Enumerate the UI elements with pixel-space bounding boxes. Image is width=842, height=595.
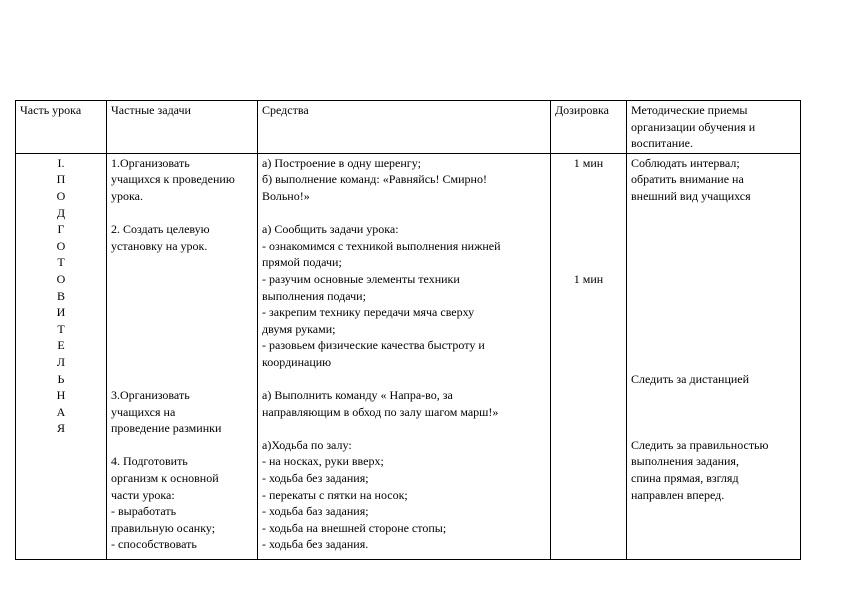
part-letter: Н [56, 388, 66, 403]
task-line: части урока: [111, 487, 175, 502]
part-letter: Т [57, 255, 65, 270]
part-letter: Я [56, 421, 65, 436]
header-part: Часть урока [16, 101, 107, 154]
means-line: а) Построение в одну шеренгу; [262, 155, 421, 170]
means-line: - разучим основные элементы техники [262, 271, 460, 286]
means-cell [258, 153, 551, 559]
part-letter: О [56, 271, 66, 286]
dosage-cell [551, 153, 627, 559]
means-line: - ходьба баз задания; [262, 504, 369, 519]
means-line: - разовьем физические качества быстроту и [262, 338, 485, 353]
method-line: выполнения задания, [631, 454, 739, 469]
part-letter: И [56, 305, 66, 320]
task-line: 3.Организовать [111, 388, 190, 403]
part-letter: О [56, 238, 66, 253]
preparatory-part-row [16, 153, 801, 559]
means-line: - закрепим технику передачи мяча сверху [262, 305, 475, 320]
means-line: двумя руками; [262, 321, 336, 336]
part-numeral: I. [57, 155, 65, 170]
part-letter: Г [57, 222, 65, 237]
task-line: учащихся на [111, 404, 176, 419]
lesson-plan-table [15, 100, 801, 560]
means-line: б) выполнение команд: «Равняйсь! Смирно! [262, 172, 487, 187]
part-letter: О [56, 188, 66, 203]
task-line: - выработать [111, 504, 177, 519]
part-letter: П [56, 172, 66, 187]
part-letter: В [56, 288, 65, 303]
task-line: проведение разминки [111, 421, 222, 436]
task-line: учащихся к проведению [111, 172, 235, 187]
means-line: выполнения подачи; [262, 288, 366, 303]
means-line: прямой подачи; [262, 255, 342, 270]
part-letter: Т [57, 321, 65, 336]
means-line: а)Ходьба по залу: [262, 437, 352, 452]
task-line: установку на урок. [111, 238, 208, 253]
means-line: координацию [262, 354, 332, 369]
part-letter: А [56, 404, 66, 419]
dosage-value: 1 мин [573, 271, 604, 286]
method-line: обратить внимание на [631, 172, 744, 187]
task-line: - способствовать [111, 537, 197, 552]
header-methods-line: организации обучения и [631, 119, 756, 134]
method-line: спина прямая, взгляд [631, 471, 739, 486]
means-line: - ходьба без задания. [262, 537, 369, 552]
task-line: урока. [111, 188, 143, 203]
method-line: Следить за дистанцией [631, 371, 750, 386]
header-tasks: Частные задачи [107, 101, 258, 154]
means-line: - на носках, руки вверх; [262, 454, 384, 469]
header-methods-line: Методические приемы [631, 103, 748, 117]
method-line: внешний вид учащихся [631, 188, 751, 203]
task-line: 1.Организовать [111, 155, 190, 170]
header-methods [627, 101, 801, 154]
tasks-cell [107, 153, 258, 559]
part-letter: Д [56, 205, 66, 220]
task-line: правильную осанку; [111, 520, 216, 535]
means-line: направляющим в обход по залу шагом марш!» [262, 404, 499, 419]
header-dosage: Дозировка [551, 101, 627, 154]
method-line: направлен вперед. [631, 487, 725, 502]
means-line: - ходьба на внешней стороне стопы; [262, 520, 447, 535]
method-line: Следить за правильностью [631, 437, 769, 452]
dosage-value: 1 мин [573, 155, 604, 170]
means-line: - ходьба без задания; [262, 471, 369, 486]
means-line: Вольно!» [262, 188, 310, 203]
header-means: Средства [258, 101, 551, 154]
header-methods-line: воспитание. [631, 136, 693, 151]
part-letter: Ь [57, 371, 65, 386]
means-line: а) Выполнить команду « Напра-во, за [262, 388, 453, 403]
part-letter: Е [57, 338, 65, 353]
task-line: 2. Создать целевую [111, 222, 210, 237]
method-line: Соблюдать интервал; [631, 155, 740, 170]
methods-cell [627, 153, 801, 559]
means-line: - перекаты с пятки на носок; [262, 487, 408, 502]
part-letter: Л [56, 354, 66, 369]
task-line: 4. Подготовить [111, 454, 188, 469]
task-line: организм к основной [111, 471, 219, 486]
means-line: - ознакомимся с техникой выполнения нижней [262, 238, 501, 253]
means-line: а) Сообщить задачи урока: [262, 222, 399, 237]
part-title-cell [16, 153, 107, 559]
header-row [16, 101, 801, 154]
